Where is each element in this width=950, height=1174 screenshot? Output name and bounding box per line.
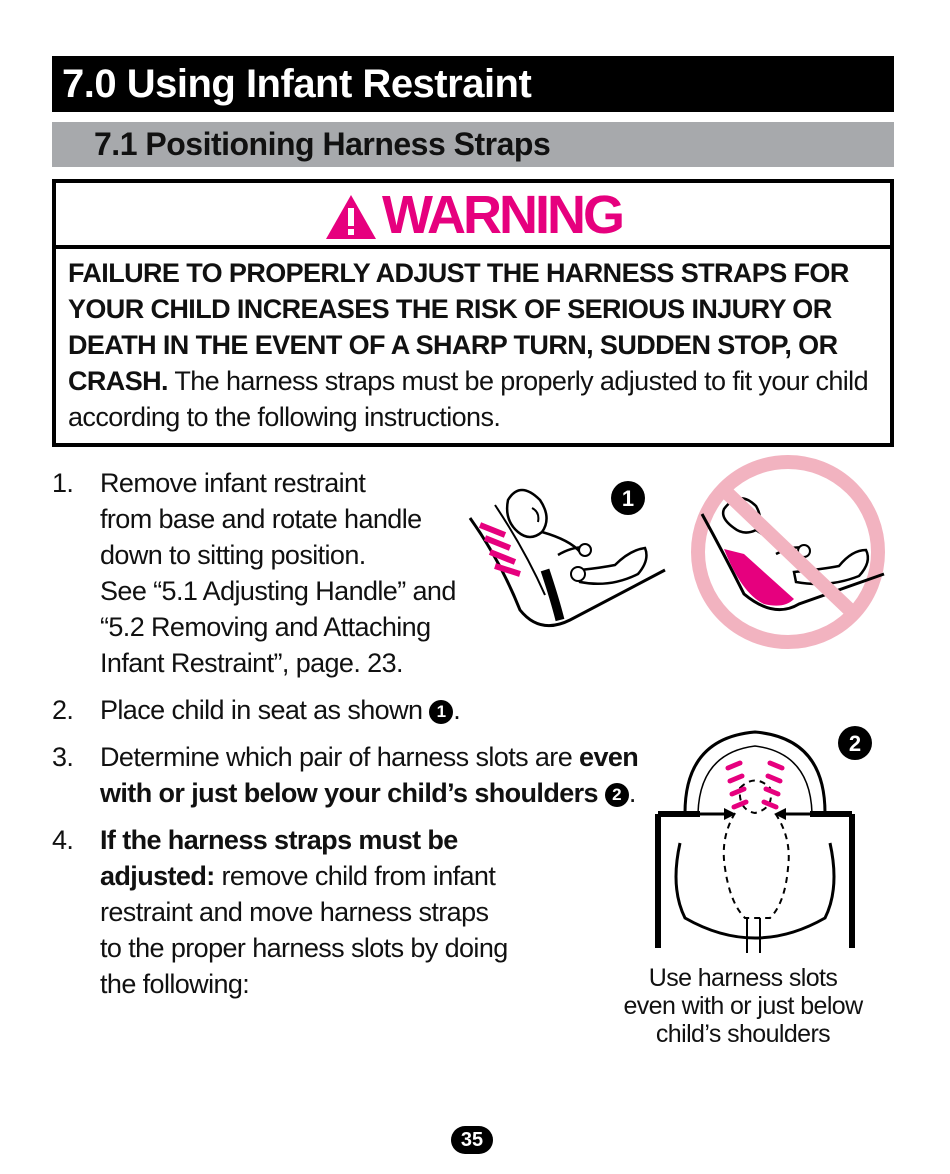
- warning-line: CRASH.: [68, 366, 168, 396]
- step-text-bold: even: [579, 742, 639, 772]
- warning-title: WARNING: [382, 185, 622, 245]
- figure-2-harness-slots: [650, 718, 890, 958]
- step-text-line: Remove infant restraint: [100, 468, 366, 498]
- step-text-line: Infant Restraint”, page. 23.: [100, 648, 403, 678]
- step-text: remove child from infant: [214, 861, 496, 891]
- step-text: .: [628, 778, 636, 808]
- warning-line: FAILURE TO PROPERLY ADJUST THE HARNESS STRAPS FOR: [68, 258, 849, 288]
- step-number: 3.: [52, 742, 74, 772]
- figure-2-caption: [612, 964, 874, 1048]
- warning-body: [68, 255, 878, 435]
- subsection-heading: 7.1 Positioning Harness Straps: [52, 122, 894, 167]
- step-number: 2.: [52, 695, 74, 725]
- step-number: 1.: [52, 468, 74, 498]
- step-text: Determine which pair of harness slots are: [100, 742, 580, 772]
- step-text: Place child in seat as shown: [100, 695, 430, 725]
- warning-line: The harness straps must be properly adjusted to fit your child: [167, 366, 868, 396]
- figure-1-label: 1: [621, 486, 635, 511]
- step-text-bold: If the harness straps must be: [100, 825, 458, 855]
- figure-ref-2: 2: [605, 783, 629, 807]
- warning-line: DEATH IN THE EVENT OF A SHARP TURN, SUDDEN STOP, OR: [68, 330, 838, 360]
- warning-line: according to the following instructions.: [68, 402, 501, 432]
- caption-line: Use harness slots: [648, 964, 838, 992]
- figure-ref-1: 1: [429, 700, 453, 724]
- warning-box: [52, 179, 894, 447]
- caption-line: even with or just below: [623, 992, 863, 1020]
- step-text-line: to the proper harness slots by doing: [100, 933, 508, 963]
- step-text-line: from base and rotate handle: [100, 504, 422, 534]
- warning-line: YOUR CHILD INCREASES THE RISK OF SERIOUS INJURY OR: [68, 294, 832, 324]
- figure-1-prohibited-position: [684, 454, 896, 650]
- warning-header: [56, 183, 890, 249]
- step-text-bold: adjusted:: [100, 861, 215, 891]
- figure-2-label: 2: [848, 731, 862, 756]
- step-text-bold: with or just below your child’s shoulders: [100, 778, 605, 808]
- figure-1-infant-seated: [460, 470, 690, 650]
- step-text-line: down to sitting position.: [100, 540, 366, 570]
- step-text-line: “5.2 Removing and Attaching: [100, 612, 431, 642]
- step-number: 4.: [52, 825, 74, 855]
- page-number: 35: [451, 1126, 493, 1154]
- step-text-line: the following:: [100, 969, 250, 999]
- step-text-line: restraint and move harness straps: [100, 897, 489, 927]
- section-heading: 7.0 Using Infant Restraint: [52, 56, 894, 112]
- warning-triangle-icon: [324, 193, 378, 241]
- step-text: .: [453, 695, 461, 725]
- step-text-line: See “5.1 Adjusting Handle” and: [100, 576, 456, 606]
- caption-line: child’s shoulders: [655, 1020, 831, 1048]
